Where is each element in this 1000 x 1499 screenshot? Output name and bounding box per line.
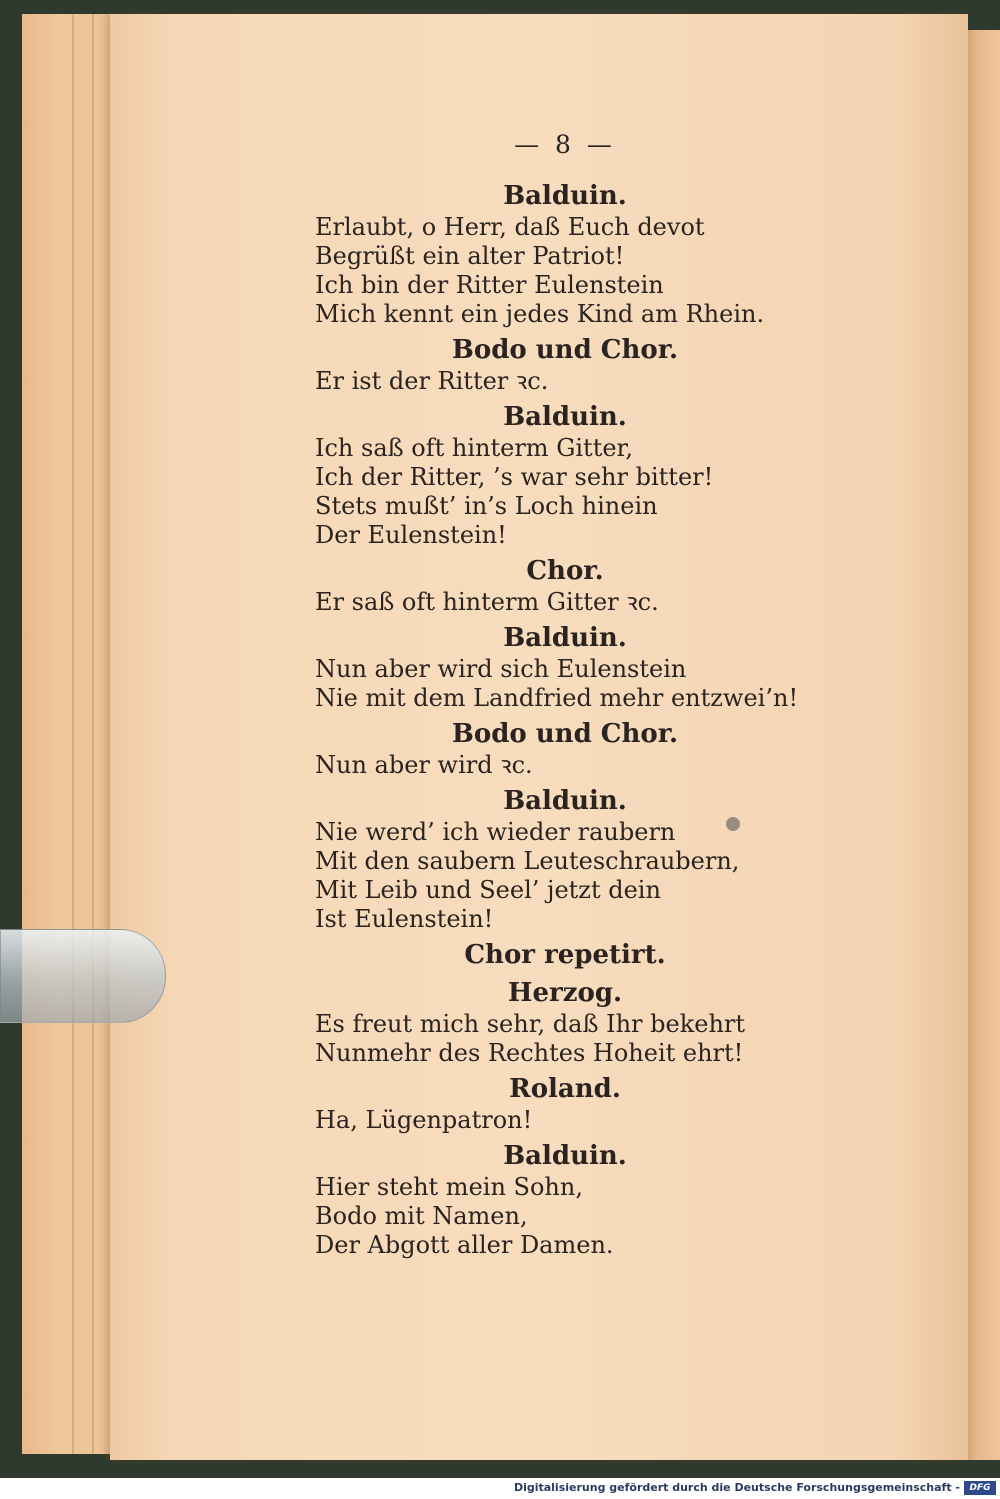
speaker-heading: Bodo und Chor. — [451, 335, 679, 365]
verse-line: Nunmehr des Rechtes Hoheit ehrt! — [315, 1039, 744, 1067]
verse-line: Nun aber wird sich Eulenstein — [315, 655, 687, 683]
speaker-heading: Balduin. — [503, 786, 627, 816]
speaker-heading: Balduin. — [503, 623, 627, 653]
verse-line: Er saß oft hinterm Gitter ꝛc. — [315, 588, 659, 616]
page-number: — 8 — — [514, 130, 616, 159]
dialogue-blocks — [315, 179, 835, 1260]
paper-spot — [726, 817, 740, 831]
speaker-heading: Chor. — [526, 556, 604, 586]
page-edge — [72, 14, 74, 1454]
verse-line: Erlaubt, o Herr, daß Euch devot — [315, 213, 705, 241]
verse-line: Er ist der Ritter ꝛc. — [315, 367, 549, 395]
verse-line: Begrüßt ein alter Patriot! — [315, 242, 625, 270]
page-edge — [92, 14, 94, 1454]
plastic-bookmark-tab — [0, 929, 166, 1023]
verse-line: Ich der Ritter, ’s war sehr bitter! — [315, 463, 714, 491]
speaker-heading: Chor repetirt. — [464, 940, 666, 970]
verse-line: Bodo mit Namen, — [315, 1202, 528, 1230]
verse-line: Der Abgott aller Damen. — [315, 1231, 614, 1259]
verse-line: Mit Leib und Seel’ jetzt dein — [315, 876, 661, 904]
speaker-heading: Bodo und Chor. — [451, 719, 679, 749]
verse-line: Hier steht mein Sohn, — [315, 1173, 583, 1201]
verse-line: Es freut mich sehr, daß Ihr bekehrt — [315, 1010, 746, 1038]
speaker-heading: Balduin. — [503, 1141, 627, 1171]
verse-line: Nun aber wird ꝛc. — [315, 751, 533, 779]
speaker-heading: Balduin. — [503, 181, 627, 211]
speaker-heading: Roland. — [509, 1074, 621, 1104]
verse-line: Mit den saubern Leuteschraubern, — [315, 847, 740, 875]
verse-line: Ich saß oft hinterm Gitter, — [315, 434, 633, 462]
verse-line: Nie werd’ ich wieder raubern — [315, 818, 676, 846]
page-content — [315, 130, 835, 1260]
verse-line: Der Eulenstein! — [315, 521, 507, 549]
footer-credit: Digitalisierung gefördert durch die Deutsche Forschungsgemeinschaft - — [513, 1481, 960, 1494]
dfg-logo: DFG — [964, 1481, 996, 1495]
verse-line: Ist Eulenstein! — [315, 905, 494, 933]
verse-line: Ich bin der Ritter Eulenstein — [315, 271, 664, 299]
verse-line: Ha, Lügenpatron! — [315, 1106, 533, 1134]
verse-line: Stets mußt’ in’s Loch hinein — [315, 492, 658, 520]
verse-line: Mich kennt ein jedes Kind am Rhein. — [315, 300, 765, 328]
verse-line: Nie mit dem Landfried mehr entzwei’n! — [315, 684, 799, 712]
speaker-heading: Balduin. — [503, 402, 627, 432]
speaker-heading: Herzog. — [507, 978, 623, 1008]
digitization-footer — [0, 1478, 1000, 1499]
